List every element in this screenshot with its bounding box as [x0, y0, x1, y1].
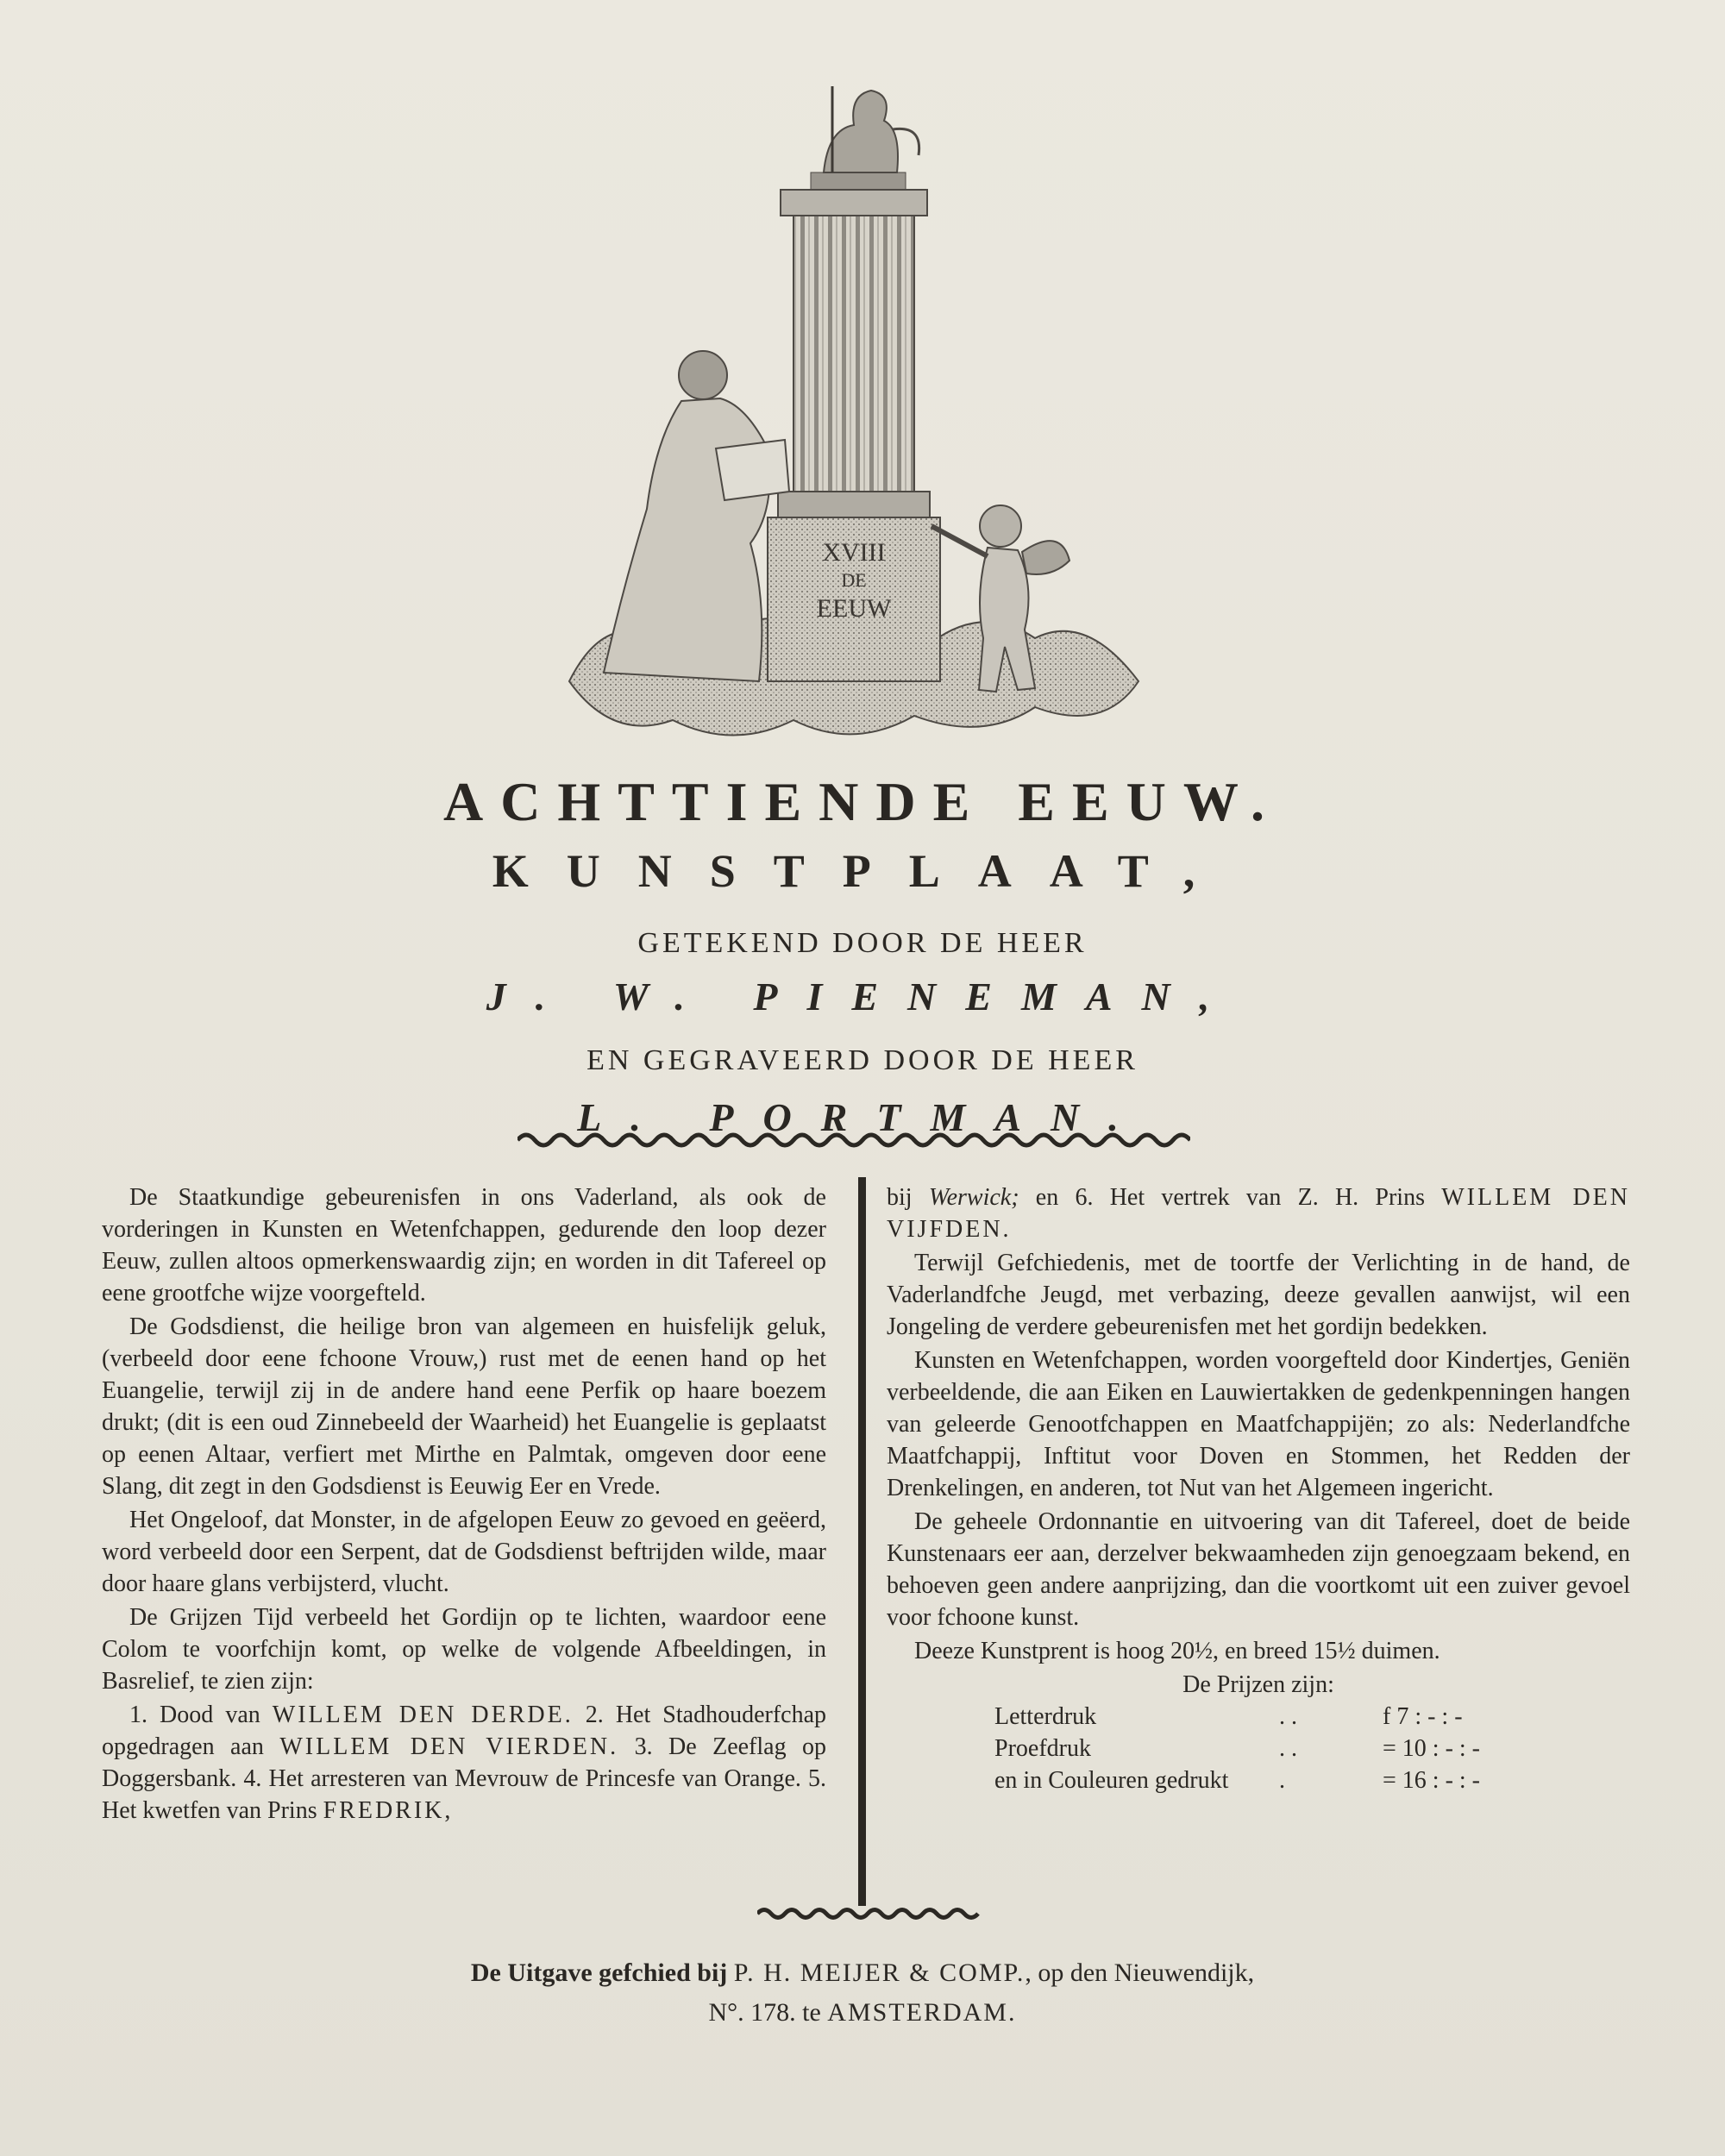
main-title: ACHTTIENDE EEUW. [442, 771, 1283, 832]
publisher-name: P. H. MEIJER & COMP. [733, 1959, 1026, 1987]
text-run: De Uitgave gefchied bij [470, 1959, 728, 1987]
price-label: en in Couleuren gedrukt [994, 1767, 1229, 1794]
plinth-text-1: XVIII [822, 538, 886, 567]
price-row [994, 1764, 1564, 1796]
drawn-by-line: GETEKEND DOOR DE HEER [637, 927, 1088, 959]
price-row [994, 1733, 1564, 1764]
title-block [0, 763, 1725, 1148]
price-value: f 7 : - : - [1383, 1703, 1463, 1730]
publisher-footer [0, 1953, 1725, 2033]
price-dots: . . [1279, 1703, 1297, 1730]
paragraph: De Grijzen Tijd verbeeld het Gordijn op te lichten, waardoor eene Colom te voorfchijn komt, op welke de volgende Afbeeldingen, in Basrelief, te zien zijn: [102, 1604, 826, 1695]
artist-name: J. W. PIENEMAN, [486, 975, 1239, 1018]
right-text-column [887, 1181, 1630, 1796]
text-run: N°. 178. te [708, 1998, 821, 2027]
column-capital [781, 190, 927, 216]
text-run-smallcaps: WILLEM DEN VIJFDEN. [887, 1184, 1630, 1243]
ornamental-rule-small [757, 1906, 982, 1921]
paragraph: De geheele Ordonnantie en uitvoering van dit Tafereel, doet de beide Kunstenaars eer aan, derzelver bekwaamheden zijn genoegzaam bekend, en behoeven geen andere aanprijzing, dan die voortkomt uit een zuiver gevoel voor fchoone kunst. [887, 1508, 1630, 1631]
paragraph [887, 1181, 1630, 1245]
allegorical-engraving [552, 78, 1156, 768]
price-table [994, 1701, 1564, 1796]
price-row [994, 1701, 1564, 1733]
dimensions-line: Deeze Kunstprent is hoog 20½, en breed 15½ duimen. [914, 1638, 1440, 1664]
text-run: 1. Dood van [129, 1702, 260, 1728]
text-run: bij [887, 1184, 913, 1211]
engraver-name: L. PORTMAN. [577, 1095, 1148, 1139]
column-divider [858, 1177, 866, 1906]
plinth-text-2: DE [841, 569, 867, 591]
footer-line-2 [0, 1993, 1725, 2033]
paragraph: Kunsten en Wetenfchappen, worden voorgefteld door Kindertjes, Geniën verbeeldende, die aan Eiken en Lauwiertakken de gedenkpenningen hangen van geleerde Genootfchappen en Maatfchappijën; zo als: Nederlandfche Maatfchappij, Inftitut voor Doven en Stommen, het Redden der Drenkelingen, en anderen, tot Nut van het Algemeen ingericht. [887, 1347, 1630, 1501]
price-dots: . . [1279, 1735, 1297, 1762]
left-text-column [102, 1181, 826, 1828]
seated-woman-figure [604, 351, 789, 681]
price-dots: . [1279, 1767, 1285, 1794]
text-run: , op den Nieuwendijk, [1025, 1959, 1255, 1987]
price-label: Proefdruk [994, 1735, 1091, 1762]
lion-statue [811, 86, 919, 190]
fluted-column [794, 216, 914, 492]
subtitle-kunstplaat: KUNSTPLAAT, [492, 845, 1233, 897]
price-value: = 16 : - : - [1383, 1767, 1480, 1794]
text-run: en 6. Het vertrek van Z. H. Prins [1035, 1184, 1425, 1211]
engraved-by-line: EN GEGRAVEERD DOOR DE HEER [586, 1044, 1138, 1076]
text-run: 3. De Zeeflag op Doggersbank. 4. Het arresteren van Mevrouw de Princesfe van Orange. 5. Het kwetfen van Prins [102, 1733, 827, 1824]
city-name: AMSTERDAM. [827, 1998, 1017, 2027]
paragraph: De Godsdienst, die heilige bron van algemeen en huisfelijk geluk, (verbeeld door eene fchoone Vrouw,) rust met de eenen hand op het Euangelie, terwijl zij in de andere hand eene Perfik op haare boezem drukt; (dit is een oud Zinnebeeld der Waarheid) het Euangelie is geplaatst op eenen Altaar, verfiert met Mirthe en Palmtak, omgeven door eene Slang, dit zegt in den Godsdienst is Eeuwig Eer en Vrede. [102, 1313, 826, 1500]
paragraph: De Staatkundige gebeurenisfen in ons Vaderland, als ook de vorderingen in Kunsten en Wetenfchappen, gedurende den loop dezer Eeuw, zullen altoos opmerkenswaardig zijn; en worden in dit Tafereel op eene grootfche wijze voorgefteld. [102, 1184, 826, 1307]
price-label: Letterdruk [994, 1703, 1097, 1730]
text-run: 2. Het Stadhouderfchap opgedragen aan [102, 1702, 826, 1760]
paragraph: Het Ongeloof, dat Monster, in de afgelopen Eeuw zo gevoed en geëerd, word verbeeld door een Serpent, dat de Godsdienst beftrijden wilde, maar door haare glans verbijsterd, vlucht. [102, 1507, 826, 1597]
text-run-smallcaps: WILLEM DEN DERDE. [272, 1702, 574, 1728]
text-run-italic: Werwick; [928, 1184, 1019, 1211]
paragraph [102, 1699, 826, 1827]
ornamental-rule [518, 1130, 1190, 1150]
paragraph: Terwijl Gefchiedenis, met de toortfe der Verlichting in de hand, de Vaderlandfche Jeugd, met verbazing, deeze gevallen aanwijst, wil een Jongeling de verdere gebeurenisfen met het gordijn bedekken. [887, 1250, 1630, 1340]
prices-heading: De Prijzen zijn: [1182, 1671, 1334, 1698]
plinth-text-3: EEUW [816, 594, 892, 623]
column-base [778, 492, 930, 517]
text-run-smallcaps: WILLEM DEN VIERDEN. [279, 1733, 619, 1760]
price-value: = 10 : - : - [1383, 1735, 1480, 1762]
footer-line-1 [0, 1953, 1725, 1993]
text-run-smallcaps: FREDRIK, [323, 1797, 454, 1824]
